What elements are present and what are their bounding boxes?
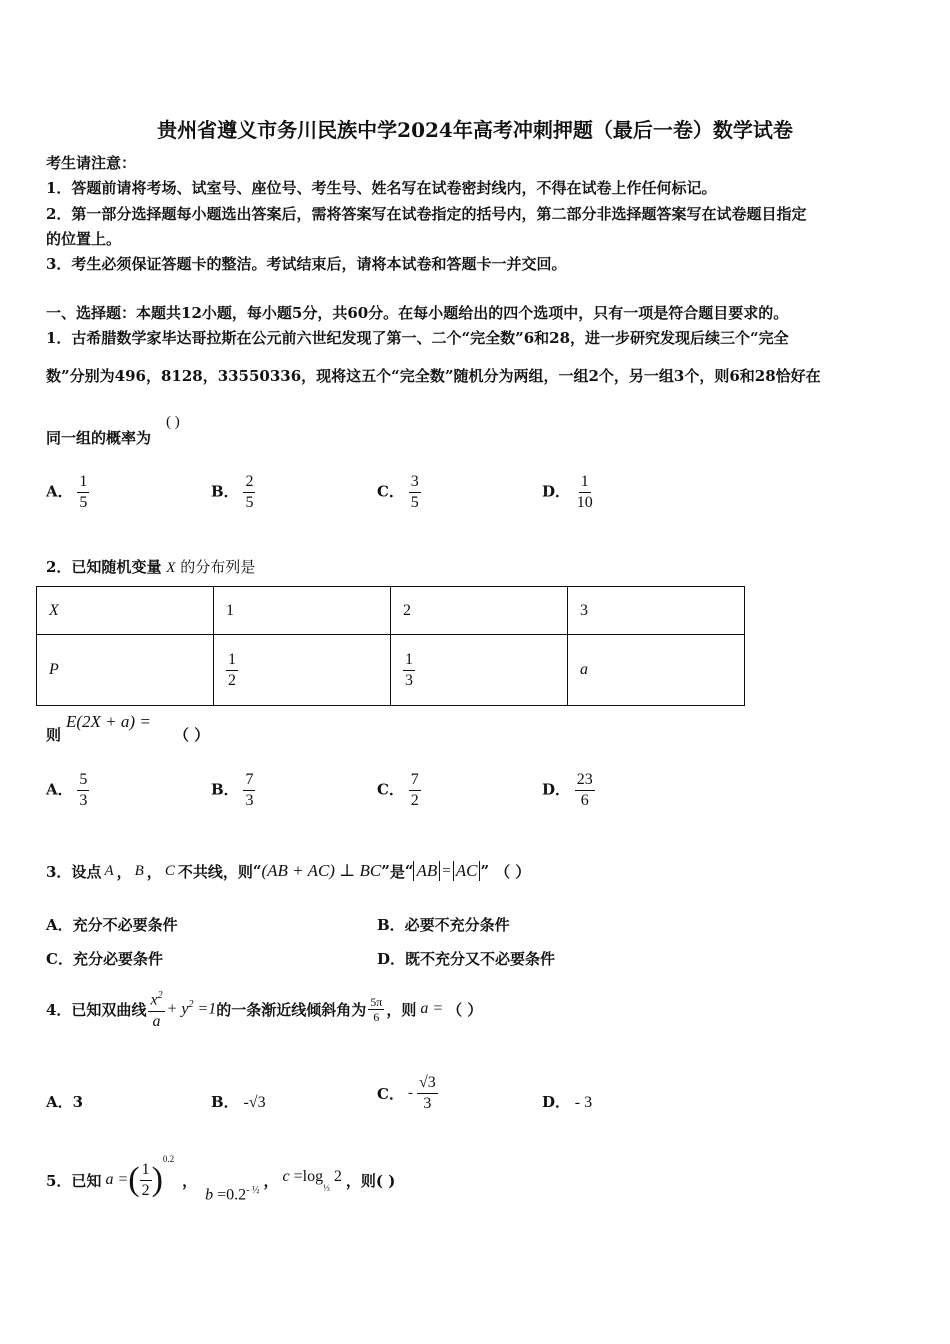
q1-line1: 1．古希腊数学家毕达哥拉斯在公元前六世纪发现了第一、二个“完全数”6和28，进一步研究发现后续三个“完全 [46,329,789,347]
table-row [37,587,745,635]
q2-option-c[interactable]: C． $\frac{7}{2}$ [377,771,419,809]
table-cell: P [37,635,214,706]
q1-option-b-label: B． [211,482,239,501]
notice-item-2-cont: 的位置上。 [46,230,122,248]
q2-option-a[interactable]: A． $\frac{5}{3}$ [46,771,88,809]
q1-option-c-frac: $\frac{3}{5}$ [410,473,419,511]
notice-heading: 考生请注意： [46,154,137,172]
table-row [37,635,745,706]
q1-line2: 数”分别为496，8128，33550336，现将这五个“完全数”随机分为两组，一组2个，另一组3个，则6和28恰好在 [46,367,821,385]
q1-option-d-frac: $\frac{1}{10}$ [576,473,593,511]
q3-option-c[interactable]: C．充分必要条件 [46,950,163,968]
q4-hyperbola-frac: $\frac{x^2}{a}$ [148,986,164,1031]
q1-option-d-label: D． [542,482,571,501]
q4-stem: 4．已知双曲线 $\frac{x^2}{a}$ + $y^2 =1$ 的一条渐近线倾斜角为 $\frac{5\pi}{6}$ ，则 a = （ ） [46,984,482,1034]
q3-option-a[interactable]: A．充分不必要条件 [46,916,178,934]
table-cell: 1 [214,587,391,635]
table-cell: a [568,635,745,706]
q2-stem: 2．已知随机变量 X 的分布列是 [46,558,256,576]
q4-option-c[interactable]: C． - $\frac{√3}{3}$ [377,1073,436,1112]
q1-option-d[interactable] [542,472,595,513]
notice-item-3: 3．考生必须保证答题卡的整洁。考试结束后，请将本试卷和答题卡一并交回。 [46,255,567,273]
section-heading: 一、选择题：本题共12小题，每小题5分，共60分。在每小题给出的四个选项中，只有一项是符合题目要求的。 [46,304,789,322]
q2-option-d[interactable]: D． $\frac{23}{6}$ [542,771,593,809]
q2-option-b[interactable]: B． $\frac{7}{3}$ [211,771,254,809]
q1-option-a-frac: $\frac{1}{5}$ [79,473,88,511]
notice-item-1: 1．答题前请将考场、试室号、座位号、考生号、姓名写在试卷密封线内，不得在试卷上作任何标记。 [46,179,717,197]
q1-option-a[interactable] [46,472,89,513]
q2-paren: （ ） [174,726,210,744]
table-cell: 2 [391,587,568,635]
q1-option-c-label: C． [377,482,404,501]
q1-line3: 同一组的概率为 [46,429,152,447]
notice-item-2: 2．第一部分选择题每小题选出答案后，需将答案写在试卷指定的括号内，第二部分非选择题答案写在试卷题目指定 [46,205,807,223]
table-cell: 3 [568,587,745,635]
q3-stem: 3．设点 A ， B ， C 不共线，则 “ (AB + AC) ⊥ BC ” 是 “ AB = AC ” （ ） [46,861,531,881]
q2-then: 则 [46,726,62,744]
q1-option-c[interactable] [377,472,421,513]
q4-option-d[interactable]: D． - 3 [542,1093,593,1111]
q3-option-b[interactable]: B．必要不充分条件 [377,916,510,934]
table-cell: $\frac{1}{3}$ [391,635,568,706]
distribution-table [36,586,745,706]
q3-option-d[interactable]: D．既不充分又不必要条件 [377,950,556,968]
q4-option-a[interactable]: A．3 [46,1093,84,1111]
q1-paren: ( ) [166,414,180,430]
table-cell: $\frac{1}{2}$ [214,635,391,706]
q1-option-a-label: A． [46,482,73,501]
page-title: 贵州省遵义市务川民族中学2024年高考冲刺押题（最后一卷）数学试卷 [157,118,793,142]
q1-option-b-frac: $\frac{2}{5}$ [245,473,254,511]
q5-stem: 5．已知 a = ( $\frac{1}{2}$ ) 0.2 ， $b =0.2^{- \frac{1}{2}}$ ， $c =\log_{\frac{1}{3}}$ 2 ，则( ) [46,1154,396,1203]
q1-option-b[interactable] [211,472,255,513]
q4-option-b[interactable]: B． -√3 [211,1093,266,1111]
table-cell: X [37,587,214,635]
q4-angle-frac: $\frac{5\pi}{6}$ [370,994,383,1024]
q2-expr: E(2X + a) = [66,712,151,731]
